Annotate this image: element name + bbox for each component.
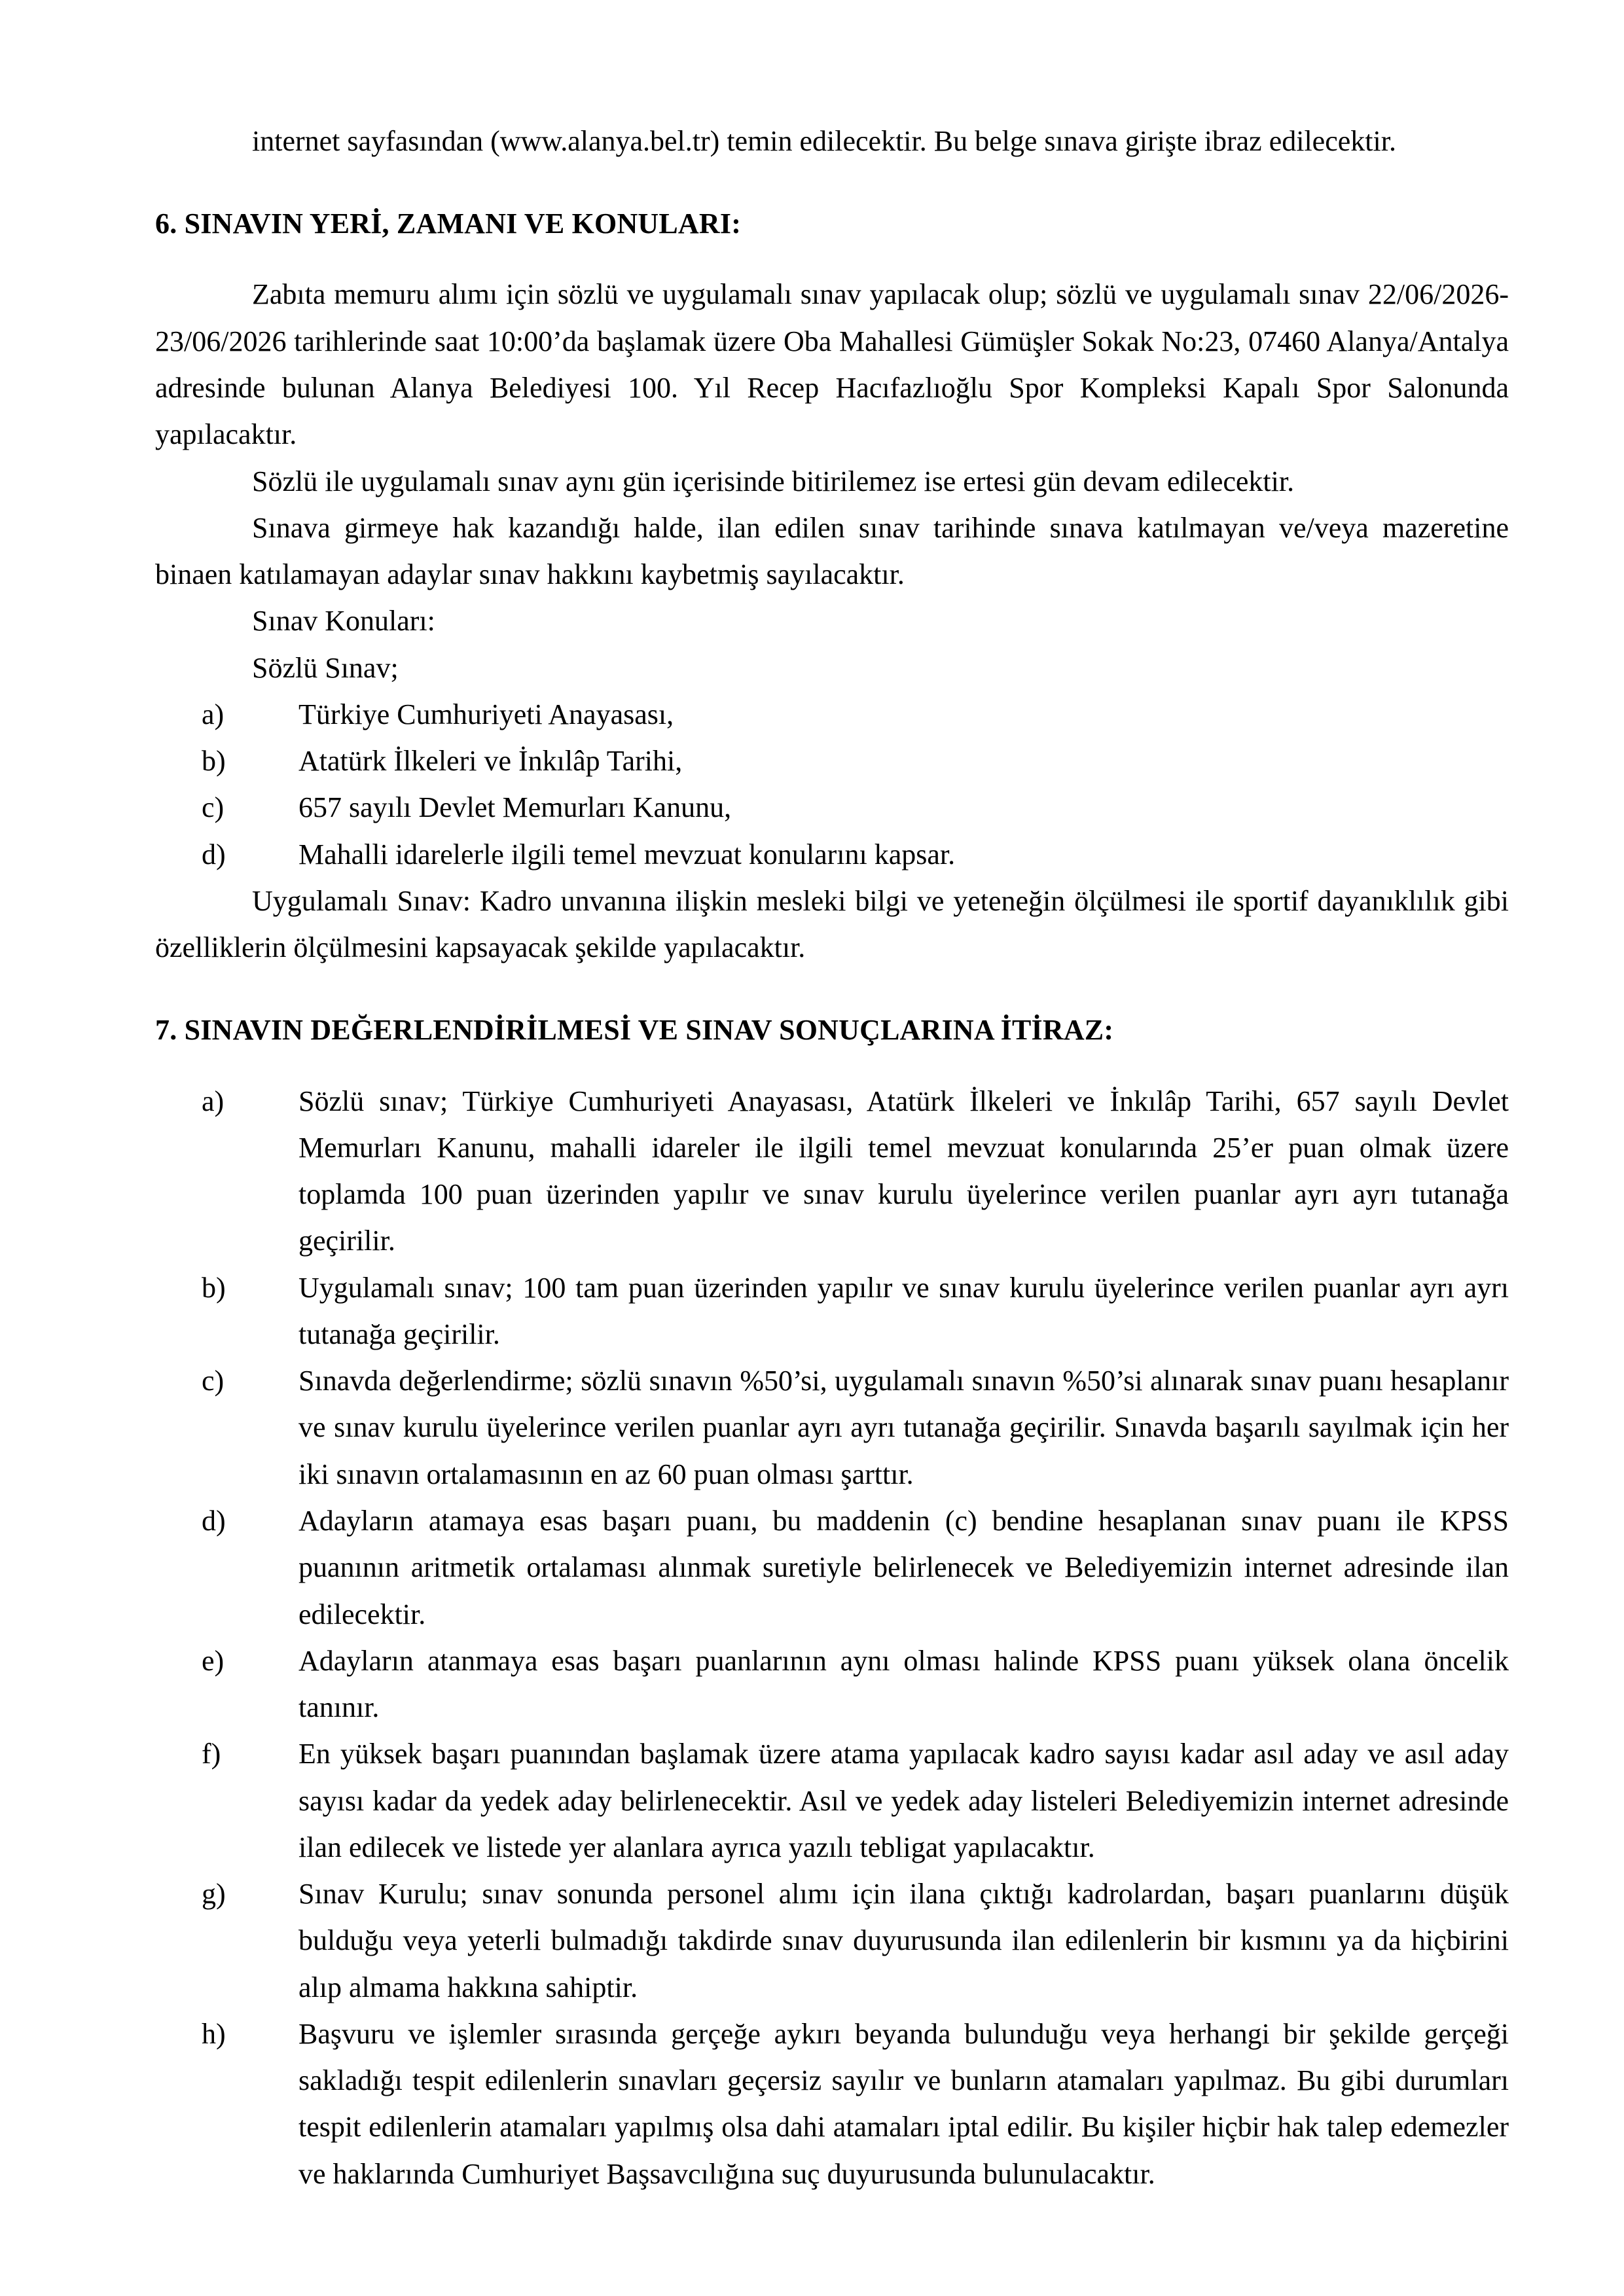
list-item-text: Mahalli idarelerle ilgili temel mevzuat konularını kapsar.: [298, 838, 956, 870]
exam-subjects-label: Sınav Konuları:: [252, 605, 435, 637]
list-item-text: Sözlü sınav; Türkiye Cumhuriyeti Anayasası, Atatürk İlkeleri ve İnkılâp Tarihi, 657 sayılı Devlet Memurları Kanunu, mahalli idareler ile ilgili temel mevzuat konularında 25’er puan olmak üzere toplamda 100 puan üzerinden yapılır ve sınav kurulu üyelerince verilen puanlar ayrı ayrı tutanağa geçirilir.: [298, 1085, 1509, 1257]
section-6-heading: 6. SINAVIN YERİ, ZAMANI VE KONULARI:: [155, 207, 742, 240]
list-item-text: Adayların atanmaya esas başarı puanlarının aynı olması halinde KPSS puanı yüksek olana öncelik tanınır.: [298, 1644, 1509, 1724]
table-row: [202, 1357, 1509, 1498]
list-marker: h): [202, 2017, 226, 2050]
table-row: [202, 1078, 1509, 1265]
continuation-paragraph: internet sayfasından (www.alanya.bel.tr) temin edilecektir. Bu belge sınava girişte ibraz edilecektir.: [252, 125, 1396, 157]
section-6-paragraph-1: Zabıta memuru alımı için sözlü ve uygulamalı sınav yapılacak olup; sözlü ve uygulamalı sınav 22/06/2026-23/06/2026 tarihlerinde saat 10:00’da başlamak üzere Oba Mahallesi Gümüşler Sokak No:23, 07460 Alanya/Antalya adresinde bulunan Alanya Belediyesi 100. Yıl Recep Hacıfazlıoğlu Spor Kompleksi Kapalı Spor Salonunda yapılacaktır.: [155, 278, 1509, 451]
list-marker: a): [202, 698, 225, 730]
list-item-text: Sınavda değerlendirme; sözlü sınavın %50’si, uygulamalı sınavın %50’si alınarak sınav puanı hesaplanır ve sınav kurulu üyelerince verilen puanlar ayrı ayrı tutanağa geçirilir. Sınavda başarılı sayılmak için her iki sınavın ortalamasının en az 60 puan olması şarttır.: [298, 1365, 1509, 1490]
table-row: [202, 1498, 1509, 1638]
exam-subjects-list: [155, 691, 1509, 878]
list-item-text: Atatürk İlkeleri ve İnkılâp Tarihi,: [298, 745, 683, 778]
list-item-text: Türkiye Cumhuriyeti Anayasası,: [298, 698, 674, 730]
spacer: [155, 1049, 1509, 1078]
table-row: [202, 1871, 1509, 2011]
table-row: [202, 2011, 1509, 2197]
list-marker: c): [202, 1365, 225, 1397]
section-7-list: [155, 1078, 1509, 2197]
list-marker: f): [202, 1738, 221, 1770]
practical-exam-paragraph: Uygulamalı Sınav: Kadro unvanına ilişkin mesleki bilgi ve yeteneğin ölçülmesi ile sportif dayanıklılık gibi özelliklerin ölçülmesini kapsayacak şekilde yapılacaktır.: [155, 884, 1509, 964]
list-marker: d): [202, 838, 226, 870]
section-6-paragraph-3: Sınava girmeye hak kazandığı halde, ilan edilen sınav tarihinde sınava katılmayan ve/veya mazeretine binaen katılamayan adaylar sınav hakkını kaybetmiş sayılacaktır.: [155, 511, 1509, 591]
list-item-text: 657 sayılı Devlet Memurları Kanunu,: [298, 791, 732, 824]
list-marker: e): [202, 1644, 225, 1677]
spacer: [155, 242, 1509, 271]
spacer: [155, 971, 1509, 1011]
table-row: [202, 1731, 1509, 1871]
oral-exam-label: Sözlü Sınav;: [252, 651, 399, 684]
list-item: [202, 738, 1509, 784]
list-marker: g): [202, 1878, 226, 1910]
list-marker: b): [202, 1271, 226, 1304]
list-item-text: Adayların atamaya esas başarı puanı, bu maddenin (c) bendine hesaplanan sınav puanı ile KPSS puanının aritmetik ortalaması alınmak suretiyle belirlenecek ve Belediyemizin internet adresinde ilan edilecektir.: [298, 1505, 1509, 1630]
spacer: [155, 164, 1509, 205]
list-marker: a): [202, 1085, 225, 1117]
section-7-heading: 7. SINAVIN DEĞERLENDİRİLMESİ VE SINAV SONUÇLARINA İTİRAZ:: [155, 1014, 1114, 1047]
section-6-paragraph-2: Sözlü ile uygulamalı sınav aynı gün içerisinde bitirilemez ise ertesi gün devam edilecektir.: [252, 465, 1295, 497]
list-marker: d): [202, 1505, 226, 1537]
list-item-text: Uygulamalı sınav; 100 tam puan üzerinden yapılır ve sınav kurulu üyelerince verilen puanlar ayrı ayrı tutanağa geçirilir.: [298, 1271, 1509, 1350]
list-item: [202, 831, 1509, 878]
list-item: [202, 691, 1509, 738]
list-marker: b): [202, 745, 226, 778]
list-item-text: Sınav Kurulu; sınav sonunda personel alımı için ilana çıktığı kadrolardan, başarı puanlarını düşük bulduğu veya yeterli bulmadığı takdirde sınav duyurusunda ilan edilenlerin bir kısmını ya da hiçbirini alıp almama hakkına sahiptir.: [298, 1878, 1509, 2003]
list-item-text: Başvuru ve işlemler sırasında gerçeğe aykırı beyanda bulunduğu veya herhangi bir şekilde gerçeği sakladığı tespit edilenlerin sınavları geçersiz sayılır ve bunların atamaları yapılmaz. Bu gibi durumları tespit edilenlerin atamaları yapılmış olsa dahi atamaları iptal edilir. Bu kişiler hiçbir hak talep edemezler ve haklarında Cumhuriyet Başsavcılığına suç duyurusunda bulunulacaktır.: [298, 2017, 1509, 2190]
list-marker: c): [202, 791, 225, 824]
list-item-text: En yüksek başarı puanından başlamak üzere atama yapılacak kadro sayısı kadar asıl aday ve asıl aday sayısı kadar da yedek aday belirlenecektir. Asıl ve yedek aday listeleri Belediyemizin internet adresinde ilan edilecek ve listede yer alanlara ayrıca yazılı tebligat yapılacaktır.: [298, 1738, 1509, 1863]
table-row: [202, 1638, 1509, 1731]
list-item: [202, 784, 1509, 831]
table-row: [202, 1265, 1509, 1358]
document-body: [155, 118, 1509, 2197]
